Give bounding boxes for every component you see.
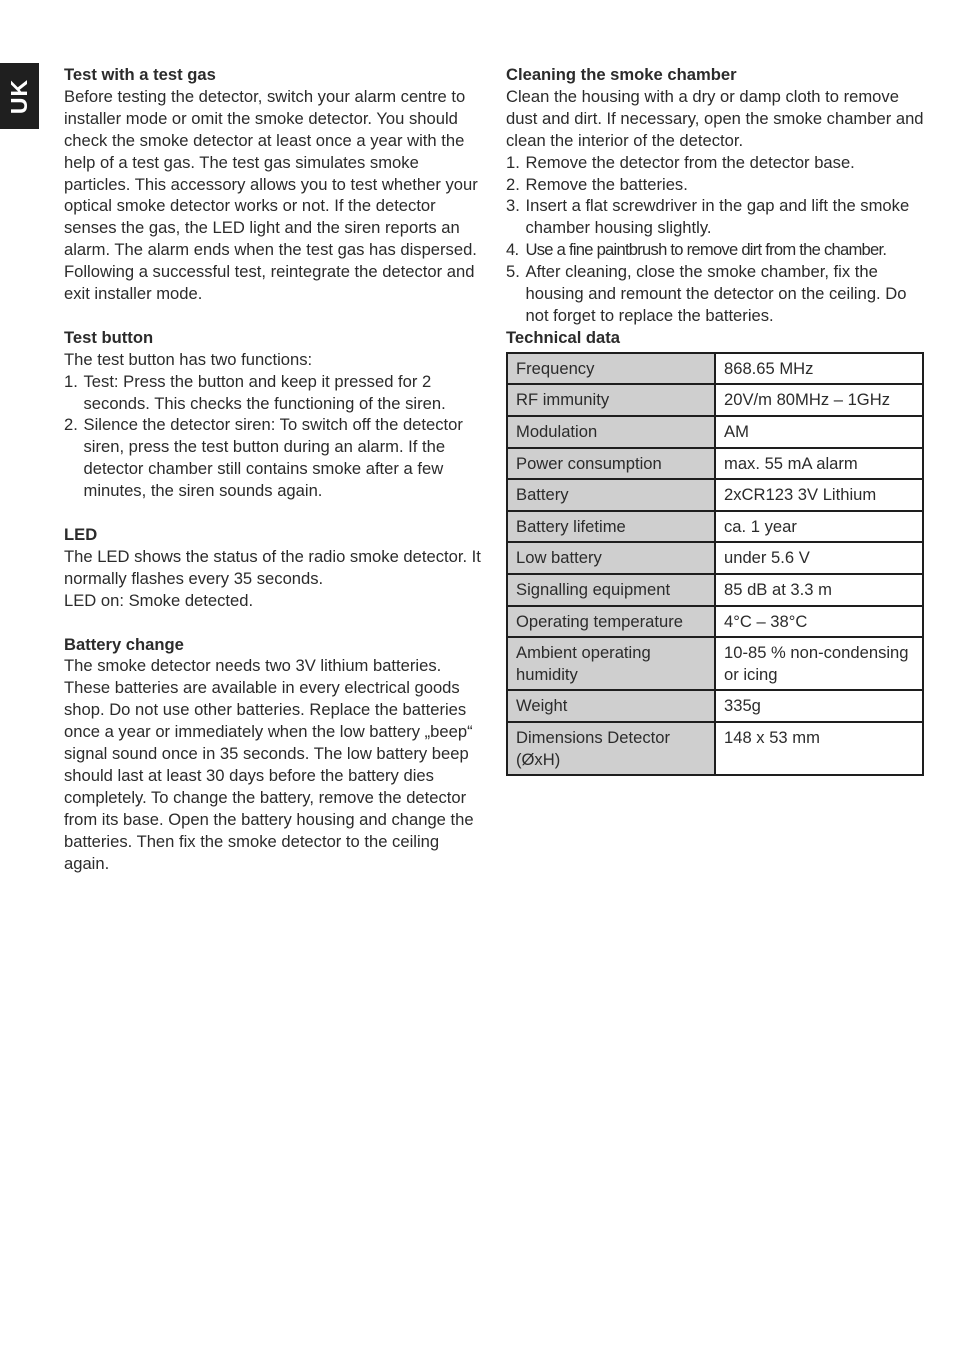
table-row — [507, 384, 923, 416]
list-item-number: 5. — [506, 262, 520, 282]
spec-value: 85 dB at 3.3 m — [715, 574, 923, 606]
list-item-text: Insert a flat screwdriver in the gap and lift the smoke chamber housing slightly. — [525, 196, 910, 238]
cleaning-heading: Cleaning the smoke chamber — [506, 65, 737, 84]
language-tab — [0, 63, 39, 129]
spec-value: max. 55 mA alarm — [715, 448, 923, 480]
technical-data-table — [506, 352, 924, 776]
test-gas-heading: Test with a test gas — [64, 65, 216, 84]
spec-name: Power consumption — [507, 448, 715, 480]
list-item — [506, 195, 926, 239]
spec-value: 2xCR123 3V Lithium — [715, 479, 923, 511]
list-item-number: 1. — [64, 371, 78, 391]
table-row — [507, 542, 923, 574]
spec-value: 10-85 % non-condensing or icing — [715, 637, 923, 690]
list-item-text: Remove the detector from the detector base. — [525, 152, 855, 172]
spec-name: RF immunity — [507, 384, 715, 416]
list-item — [506, 152, 926, 174]
test-button-list — [64, 371, 482, 502]
list-item-text: Use a fine paintbrush to remove dirt from the chamber. — [525, 240, 887, 260]
list-item — [506, 261, 926, 327]
list-item-text: Test: Press the button and keep it pressed for 2 seconds. This checks the functioning of the siren. — [83, 371, 446, 413]
left-column — [64, 64, 482, 896]
language-tab-label: UK — [5, 78, 32, 114]
spec-name: Ambient operating humidity — [507, 637, 715, 690]
led-section — [64, 524, 482, 612]
battery-change-body: The smoke detector needs two 3V lithium batteries. These batteries are available in every electrical goods shop. Do not use other batteries. Replace the batteries once a year or immediately when the low battery „beep“ signal sound once in 35 seconds. The low battery beep should last at least 30 days before the battery dies completely. To change the battery, remove the detector from its base. Open the battery housing and change the batteries. Then fix the smoke detector to the ceiling again. — [64, 656, 474, 873]
table-row — [507, 606, 923, 638]
right-column — [506, 64, 926, 776]
list-item-number: 4. — [506, 240, 519, 260]
table-row — [507, 511, 923, 543]
list-item-text: After cleaning, close the smoke chamber, fix the housing and remount the detector on the ceiling. Do not forget to replace the batteries. — [525, 262, 907, 325]
led-on-description: LED on: Smoke detected. — [64, 590, 254, 610]
table-row — [507, 637, 923, 690]
cleaning-section — [506, 64, 926, 327]
spec-name: Frequency — [507, 353, 715, 385]
spec-name: Battery lifetime — [507, 511, 715, 543]
spec-name: Battery — [507, 479, 715, 511]
spec-name: Signalling equipment — [507, 574, 715, 606]
spec-value: ca. 1 year — [715, 511, 923, 543]
spec-name: Operating temperature — [507, 606, 715, 638]
spec-name: Dimensions Detector (ØxH) — [507, 722, 715, 775]
table-row — [507, 448, 923, 480]
table-row — [507, 479, 923, 511]
table-row — [507, 722, 923, 775]
list-item — [64, 414, 482, 502]
spec-value: 20V/m 80MHz – 1GHz — [715, 384, 923, 416]
led-heading: LED — [64, 525, 98, 544]
list-item — [506, 239, 926, 261]
spec-name: Low battery — [507, 542, 715, 574]
spec-name: Modulation — [507, 416, 715, 448]
spec-value: under 5.6 V — [715, 542, 923, 574]
test-button-heading: Test button — [64, 327, 154, 347]
table-row — [507, 574, 923, 606]
battery-change-section — [64, 634, 482, 875]
table-row — [507, 690, 923, 722]
technical-data-heading: Technical data — [506, 327, 621, 347]
table-row — [507, 353, 923, 385]
list-item — [506, 174, 926, 196]
spec-value: AM — [715, 416, 923, 448]
list-item-number: 2. — [64, 415, 78, 435]
table-row — [507, 416, 923, 448]
list-item-number: 3. — [506, 196, 520, 216]
technical-data-section — [506, 327, 926, 776]
cleaning-steps-list — [506, 152, 926, 327]
test-gas-section — [64, 64, 482, 305]
list-item-number: 1. — [506, 152, 520, 172]
spec-name: Weight — [507, 690, 715, 722]
battery-change-heading: Battery change — [64, 634, 184, 654]
spec-value: 4°C – 38°C — [715, 606, 923, 638]
test-gas-body: Before testing the detector, switch your alarm centre to installer mode or omit the smoke detector. You should check the smoke detector at least once a year with the help of a test gas. The test gas simulates smoke particles. This accessory allows you to test whether your optical smoke detector works or not. If the detector senses the gas, the LED light and the siren reports an alarm. The alarm ends when the test gas has dispersed. Following a successful test, reintegrate the detector and exit installer mode. — [64, 86, 478, 304]
spec-value: 335g — [715, 690, 923, 722]
list-item-text: Remove the batteries. — [525, 174, 688, 194]
test-button-intro: The test button has two functions: — [64, 349, 313, 369]
spec-value: 868.65 MHz — [715, 353, 923, 385]
test-button-section — [64, 327, 482, 502]
list-item — [64, 371, 482, 415]
led-description: The LED shows the status of the radio smoke detector. It normally flashes every 35 seconds. — [64, 546, 481, 588]
cleaning-body: Clean the housing with a dry or damp cloth to remove dust and dirt. If necessary, open the smoke chamber and clean the interior of the detector. — [506, 86, 924, 150]
list-item-text: Silence the detector siren: To switch off the detector siren, press the test button during an alarm. If the detector chamber still contains smoke after a few minutes, the siren sounds again. — [83, 415, 463, 501]
list-item-number: 2. — [506, 174, 520, 194]
spec-value: 148 x 53 mm — [715, 722, 923, 775]
